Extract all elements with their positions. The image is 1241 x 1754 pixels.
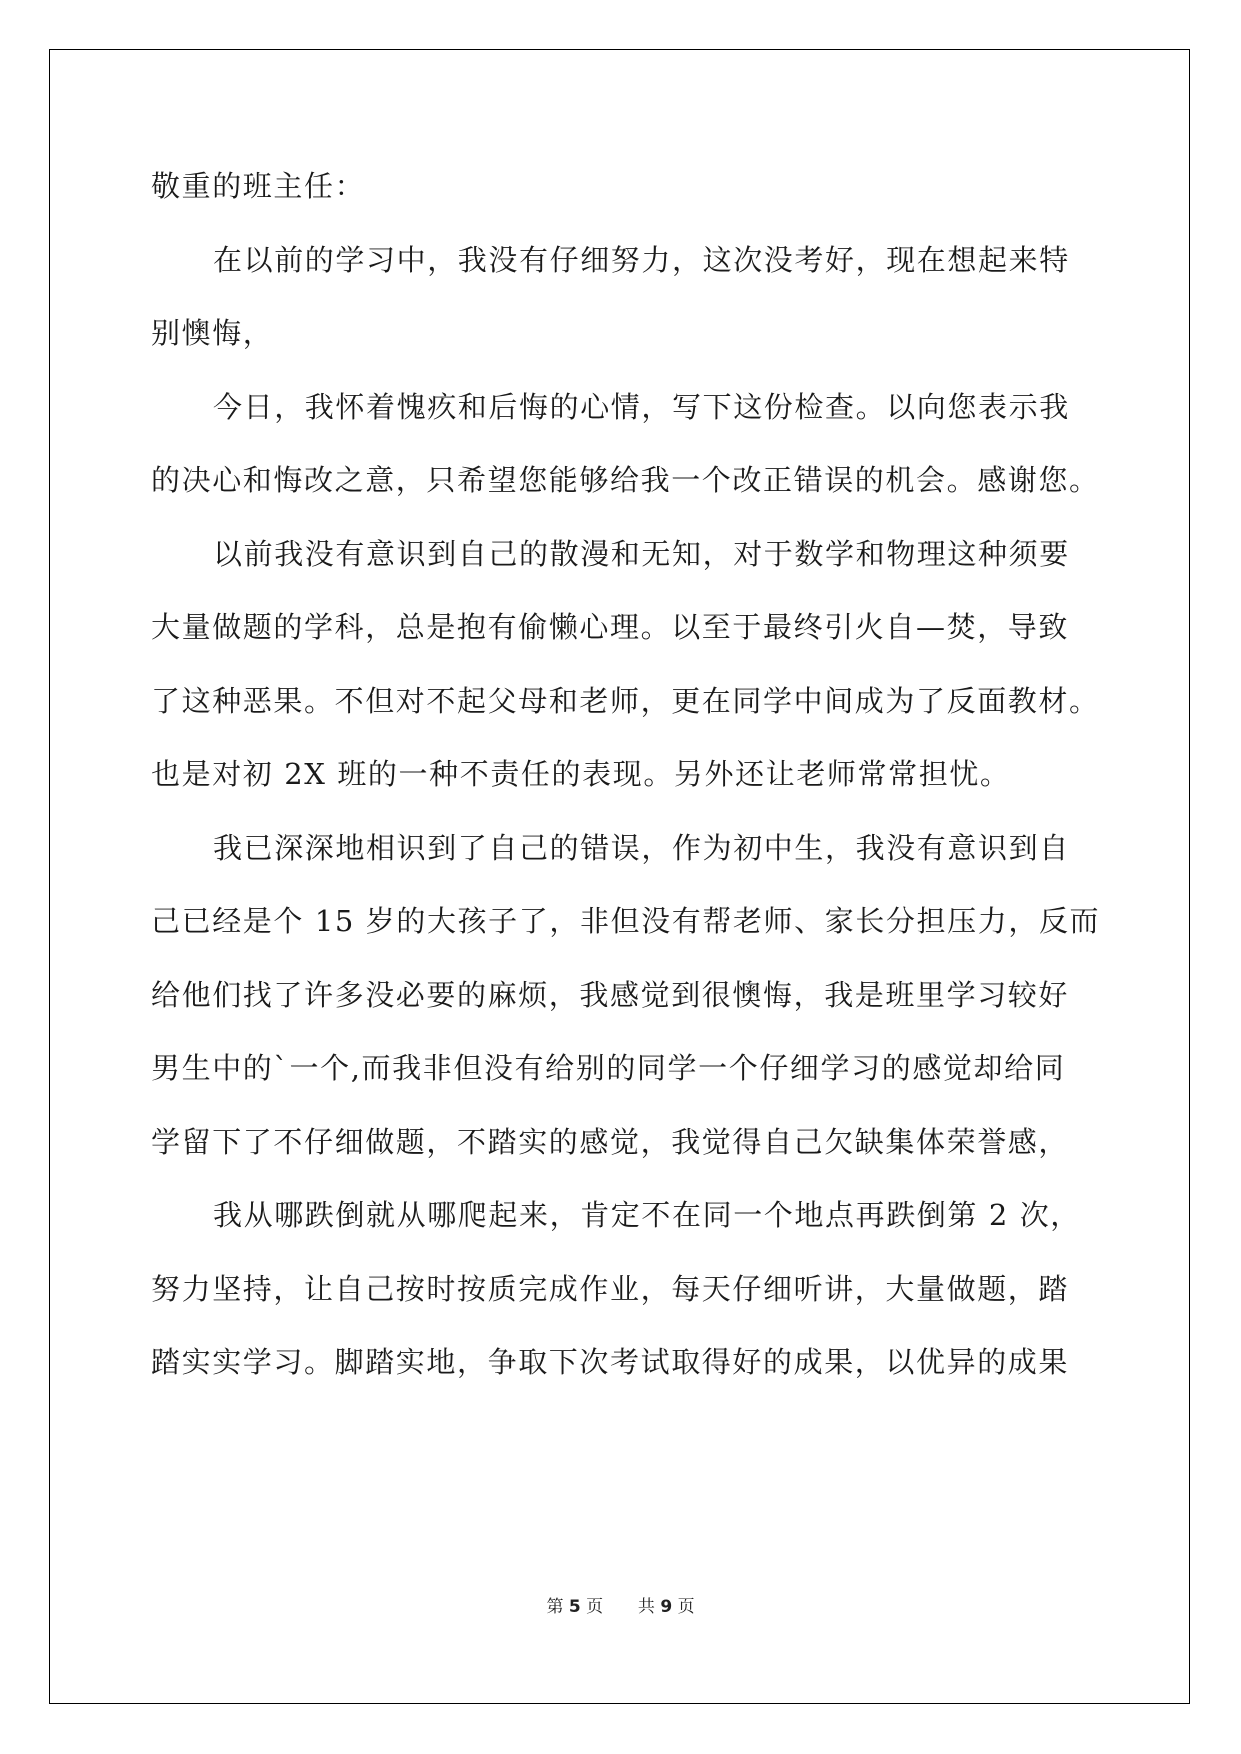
text-line: 在以前的学习中，我没有仔细努力，这次没考好，现在想起来特 — [213, 242, 1070, 277]
text-line: 努力坚持，让自己按时按质完成作业，每天仔细听讲，大量做题，踏 — [151, 1271, 1070, 1306]
footer-prefix: 第 — [546, 1597, 564, 1617]
footer-total-unit: 页 — [677, 1597, 695, 1617]
footer-page-unit: 页 — [586, 1597, 604, 1617]
text-line: 别懊悔， — [151, 316, 274, 350]
footer-total-prefix: 共 — [637, 1597, 655, 1617]
text-line: 男生中的`一个,而我非但没有给别的同学一个仔细学习的感觉却给同 — [151, 1051, 1066, 1085]
current-page-number: 5 — [568, 1597, 581, 1617]
text-line: 的决心和悔改之意，只希望您能够给我一个改正错误的机会。感谢您。 — [151, 463, 1100, 497]
text-line: 今日，我怀着愧疚和后悔的心情，写下这份检查。以向您表示我 — [213, 389, 1070, 424]
text-line: 了这种恶果。不但对不起父母和老师，更在同学中间成为了反面教材。 — [151, 683, 1100, 718]
text-line: 给他们找了许多没必要的麻烦，我感觉到很懊悔，我是班里学习较好 — [151, 977, 1070, 1012]
total-pages-number: 9 — [660, 1597, 673, 1617]
text-line: 也是对初 2X 班的一种不责任的表现。另外还让老师常常担忧。 — [151, 757, 1011, 791]
text-line: 我从哪跌倒就从哪爬起来，肯定不在同一个地点再跌倒第 2 次， — [213, 1198, 1081, 1232]
text-line: 踏实实学习。脚踏实地，争取下次考试取得好的成果，以优异的成果 — [151, 1345, 1070, 1379]
text-line: 学留下了不仔细做题，不踏实的感觉，我觉得自己欠缺集体荣誉感， — [151, 1124, 1070, 1159]
text-line: 以前我没有意识到自己的散漫和无知，对于数学和物理这种须要 — [213, 536, 1070, 571]
text-line: 大量做题的学科，总是抱有偷懒心理。以至于最终引火自—焚，导致 — [151, 610, 1070, 644]
page-footer — [0, 1592, 1241, 1617]
text-line: 敬重的班主任： — [151, 169, 366, 203]
text-line: 我已深深地相识到了自己的错误，作为初中生，我没有意识到自 — [213, 830, 1070, 865]
document-body — [151, 150, 1101, 1400]
text-line: 己已经是个 15 岁的大孩子了，非但没有帮老师、家长分担压力，反而 — [151, 904, 1101, 938]
